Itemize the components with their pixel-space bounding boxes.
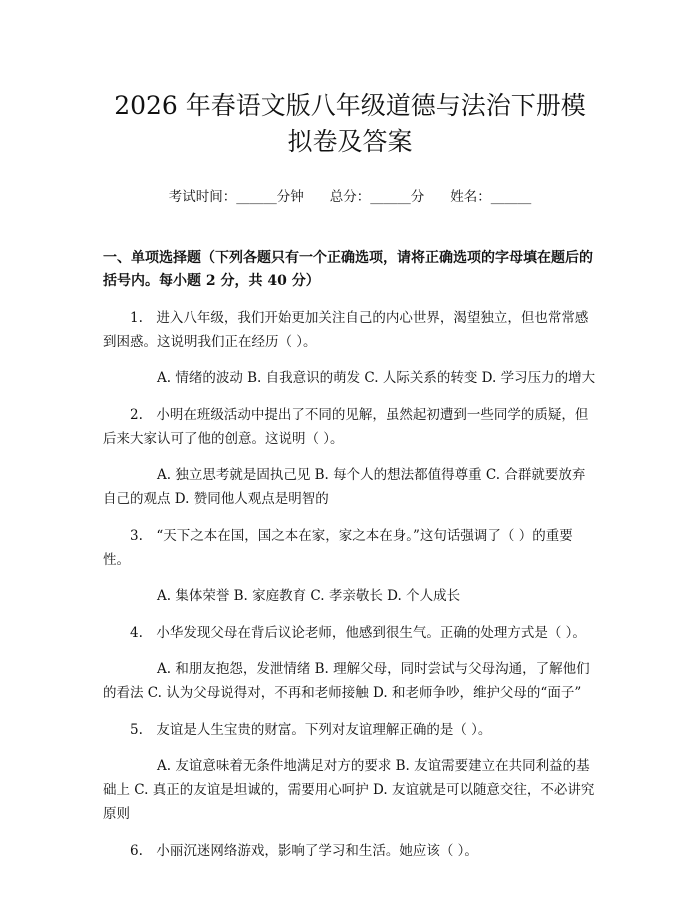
- exam-meta: [103, 185, 597, 205]
- exam-time: 考试时间：______分钟: [168, 189, 304, 205]
- question-1-options: A. 情绪的波动 B. 自我意识的萌发 C. 人际关系的转变 D. 学习压力的增大: [157, 370, 596, 386]
- question-3-options: A. 集体荣誉 B. 家庭教育 C. 孝亲敬长 D. 个人成长: [157, 588, 461, 604]
- question-2: 2. 小明在班级活动中提出了不同的见解，虽然起初遭到一些同学的质疑，但后来大家认可了他的创意。这说明（ ）。: [103, 407, 589, 447]
- page-title: 2026 年春语文版八年级道德与法治下册模拟卷及答案: [114, 91, 586, 156]
- total-score: 总分：______分: [329, 189, 425, 205]
- question-1: 1. 进入八年级，我们开始更加关注自己的内心世界，渴望独立，但也常常感到困惑。这说明我们正在经历（ ）。: [103, 310, 589, 350]
- question-4: 4. 小华发现父母在背后议论老师，他感到很生气。正确的处理方式是（ ）。: [130, 625, 586, 641]
- question-3: 3. “天下之本在国，国之本在家，家之本在身。”这句话强调了（ ）的重要性。: [103, 528, 573, 568]
- section-heading: 一、单项选择题（下列各题只有一个正确选项，请将正确选项的字母填在题后的括号内。每小题 2 分，共 40 分）: [103, 250, 593, 289]
- question-6: 6. 小丽沉迷网络游戏，影响了学习和生活。她应该（ ）。: [130, 843, 478, 859]
- question-4-options: A. 和朋友抱怨，发泄情绪 B. 理解父母，同时尝试与父母沟通，了解他们的看法 C. 认为父母说得对，不再和老师接触 D. 和老师争吵，维护父母的“面子”: [103, 661, 590, 701]
- question-5-options: A. 友谊意味着无条件地满足对方的要求 B. 友谊需要建立在共同利益的基础上 C. 真正的友谊是坦诚的，需要用心呵护 D. 友谊就是可以随意交往，不必讲究原则: [103, 758, 595, 822]
- question-2-options: A. 独立思考就是固执己见 B. 每个人的想法都值得尊重 C. 合群就要放弃自己的观点 D. 赞同他人观点是明智的: [103, 467, 586, 507]
- student-name: 姓名：______: [450, 189, 532, 205]
- question-5: 5. 友谊是人生宝贵的财富。下列对友谊理解正确的是（ ）。: [130, 722, 492, 738]
